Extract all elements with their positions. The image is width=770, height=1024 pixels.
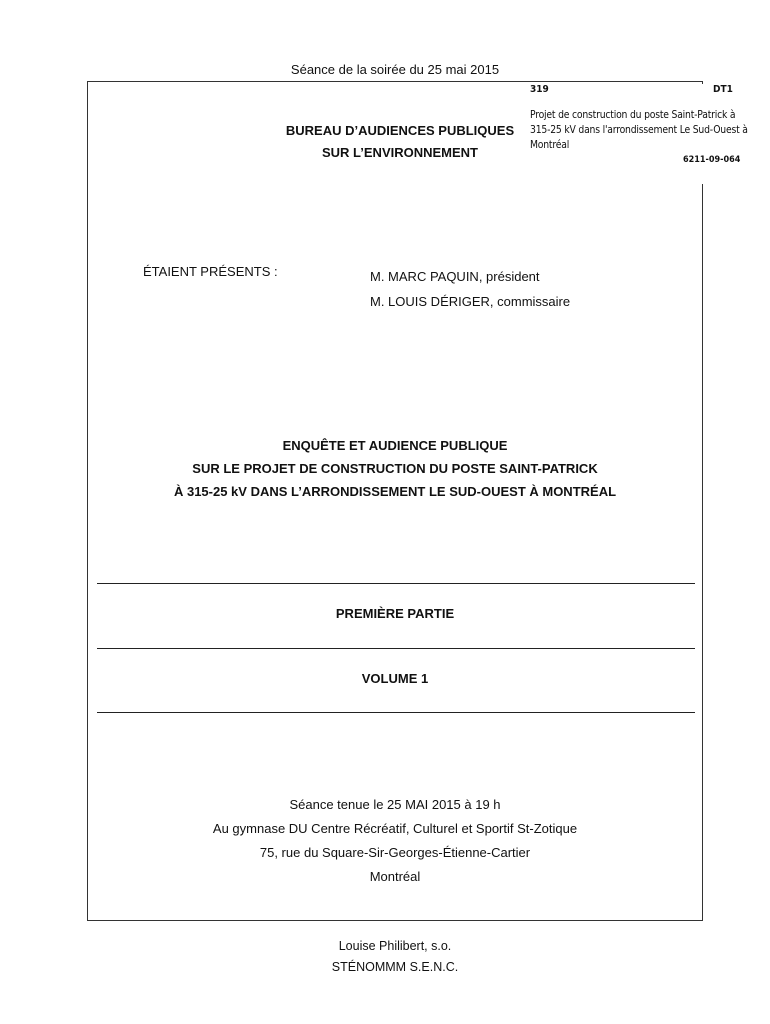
stamp-dt-code: DT1 bbox=[713, 84, 733, 95]
part-label: PREMIÈRE PARTIE bbox=[335, 606, 455, 621]
attendance-members bbox=[370, 264, 570, 314]
venue-address: 75, rue du Square-Sir-Georges-Étienne-Cartier bbox=[259, 845, 531, 860]
bureau-line-2: SUR L’ENVIRONNEMENT bbox=[321, 145, 478, 160]
document-title bbox=[87, 434, 703, 503]
stamp-description: Projet de construction du poste Saint-Patrick à 315-25 kV dans l'arrondissement Le Sud-Ouest à Montréal bbox=[530, 109, 748, 151]
venue-date: Séance tenue le 25 MAI 2015 à 19 h bbox=[289, 797, 501, 812]
volume-label: VOLUME 1 bbox=[361, 671, 429, 686]
stamp-file-code: 6211-09-064 bbox=[683, 155, 741, 165]
venue-city: Montréal bbox=[369, 869, 421, 884]
bureau-heading bbox=[275, 120, 525, 164]
member-commissaire: M. LOUIS DÉRIGER, commissaire bbox=[370, 294, 571, 309]
footer bbox=[0, 936, 770, 978]
document-stamp bbox=[519, 84, 755, 184]
divider-middle bbox=[97, 648, 695, 649]
title-line-3: À 315-25 kV DANS L’ARRONDISSEMENT LE SUD-OUEST À MONTRÉAL bbox=[173, 484, 617, 499]
attendance-label: ÉTAIENT PRÉSENTS : bbox=[143, 264, 278, 279]
divider-top bbox=[97, 583, 695, 584]
divider-bottom bbox=[97, 712, 695, 713]
title-line-1: ENQUÊTE ET AUDIENCE PUBLIQUE bbox=[282, 438, 508, 453]
venue-block bbox=[87, 793, 703, 889]
member-president: M. MARC PAQUIN, président bbox=[370, 269, 540, 284]
bureau-line-1: BUREAU D’AUDIENCES PUBLIQUES bbox=[285, 123, 515, 138]
title-line-2: SUR LE PROJET DE CONSTRUCTION DU POSTE SAINT-PATRICK bbox=[192, 461, 598, 476]
footer-stenographer: Louise Philibert, s.o. bbox=[338, 939, 452, 953]
stamp-number: 319 bbox=[530, 84, 549, 95]
footer-company: STÉNOMMM S.E.N.C. bbox=[331, 960, 459, 974]
session-header: Séance de la soirée du 25 mai 2015 bbox=[290, 62, 500, 77]
venue-place: Au gymnase DU Centre Récréatif, Culturel et Sportif St-Zotique bbox=[212, 821, 578, 836]
